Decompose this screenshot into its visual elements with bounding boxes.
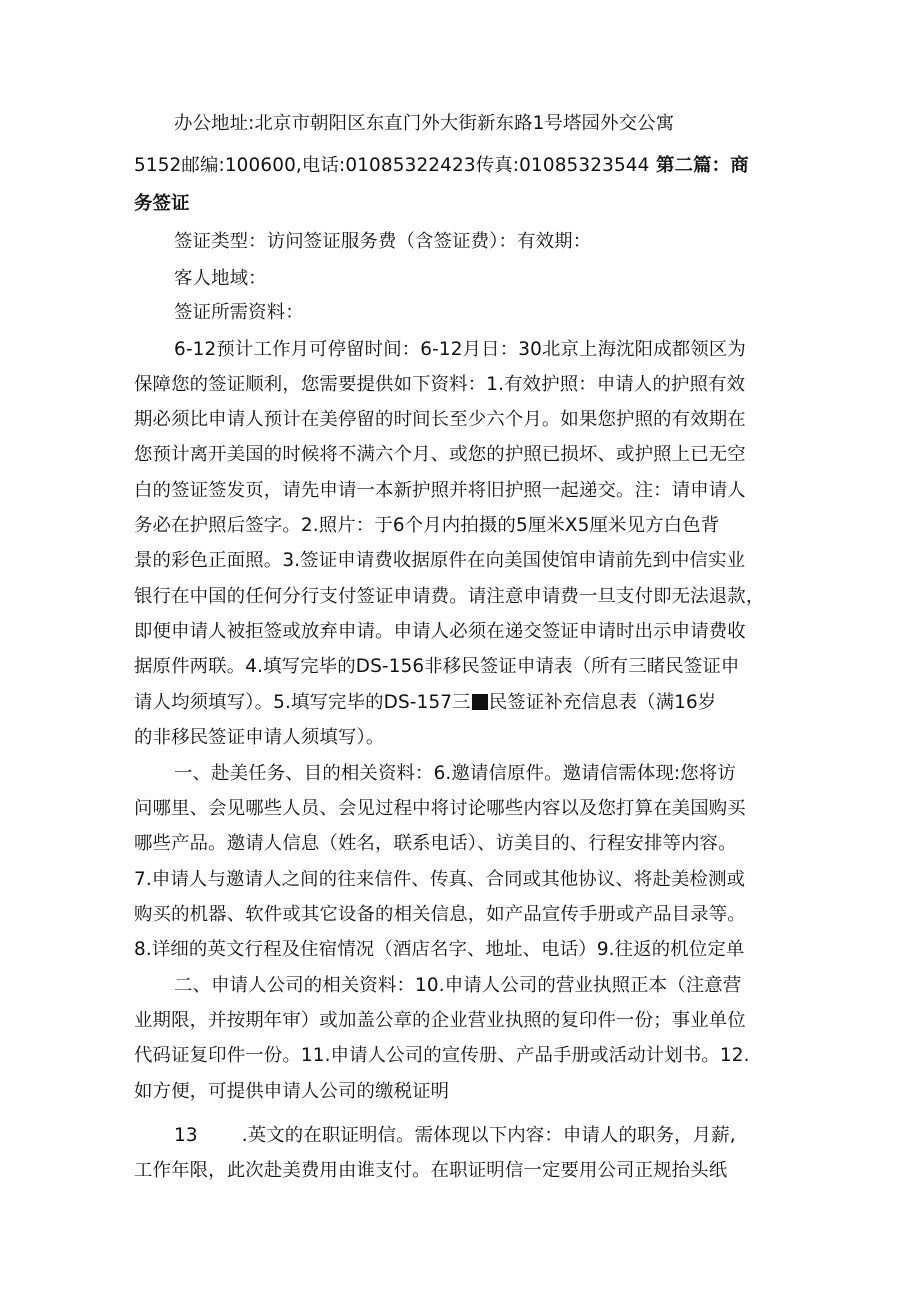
section-heading-end: 务签证	[134, 193, 190, 214]
section-heading-start: 第二篇：商	[649, 155, 749, 176]
paragraph-line: 如方便，可提供申请人公司的缴税证明	[134, 1081, 450, 1102]
paragraph-text: 请人均须填写）。5.填写完毕的DS-157三	[134, 692, 471, 713]
redacted-block	[472, 694, 488, 710]
paragraph-line: 8.详细的英文行程及住宿情况（酒店名字、地址、电话）9.往返的机位定单	[134, 939, 745, 960]
paragraph-line: 务必在护照后签字。2.照片：于6个月内拍摄的5厘米X5厘米见方白色背	[134, 515, 720, 536]
paragraph-line: 银行在中国的任何分行支付签证申请费。请注意申请费一旦支付即无法退款，	[134, 586, 765, 607]
contact-text: 5152邮编:100600,电话:01085322423传真:01085323544	[134, 155, 650, 176]
paragraph-line: 白的签证签发页，请先申请一本新护照并将旧护照一起递交。注：请申请人	[134, 480, 746, 501]
paragraph-line: 景的彩色正面照。3.签证申请费收据原件在向美国使馆申请前先到中信实业	[134, 550, 746, 571]
paragraph-line: 代码证复印件一份。11.申请人公司的宣传册、产品手册或活动计划书。12.	[134, 1045, 750, 1066]
visa-type-line: 签证类型：访问签证服务费（含签证费）：有效期：	[174, 231, 592, 252]
paragraph-line: 7.申请人与邀请人之间的往来信件、传真、合同或其他协议、将赴美检测或	[134, 869, 746, 890]
paragraph-line: 据原件两联。4.填写完毕的DS-156非移民签证申请表（所有三睹民签证申	[134, 656, 740, 677]
paragraph-line: 购买的机器、软件或其它设备的相关信息，如产品宣传手册或产品目录等。	[134, 904, 746, 925]
paragraph-line: 一、赴美任务、目的相关资料：6.邀请信原件。邀请信需体现:您将访	[174, 763, 736, 784]
contact-line	[134, 151, 804, 181]
guest-region-line: 客人地域：	[174, 268, 267, 289]
paragraph-line: 期必须比申请人预计在美停留的时间长至少六个月。如果您护照的有效期在	[134, 409, 746, 430]
paragraph-line: 的非移民签证申请人须填写）。	[134, 727, 385, 748]
paragraph-line: 6-12预计工作月可停留时间：6-12月日：30北京上海沈阳成都领区为	[174, 339, 746, 360]
paragraph-text: .英文的在职证明信。需体现以下内容：申请人的职务，月薪,	[241, 1125, 736, 1146]
paragraph-line: 业期限，并按期年审）或加盖公章的企业营业执照的复印件一份；事业单位	[134, 1010, 746, 1031]
paragraph-line: 二、申请人公司的相关资料：10.申请人公司的营业执照正本（注意营	[174, 975, 742, 996]
paragraph-line	[174, 1121, 804, 1151]
item-number: 13	[174, 1125, 198, 1146]
paragraph-line: 保障您的签证顺利，您需要提供如下资料：1.有效护照：申请人的护照有效	[134, 374, 746, 395]
paragraph-line: 即便申请人被拒签或放弃申请。申请人必须在递交签证申请时出示申请费收	[134, 621, 746, 642]
paragraph-line: 哪些产品。邀请人信息（姓名，联系电话）、访美目的、行程安排等内容。	[134, 833, 737, 854]
paragraph-line	[134, 688, 804, 718]
paragraph-line: 您预计离开美国的时候将不满六个月、或您的护照已损坏、或护照上已无空	[134, 444, 746, 465]
required-docs-line: 签证所需资料：	[174, 302, 304, 323]
paragraph-line: 工作年限，此次赴美费用由谁支付。在职证明信一定要用公司正规抬头纸	[134, 1160, 728, 1181]
address-line: 办公地址:北京市朝阳区东直门外大街新东路1号塔园外交公寓	[174, 113, 675, 134]
paragraph-text: 民签证补充信息表（满16岁	[488, 692, 717, 713]
paragraph-line: 问哪里、会见哪些人员、会见过程中将讨论哪些内容以及您打算在美国购买	[134, 798, 746, 819]
